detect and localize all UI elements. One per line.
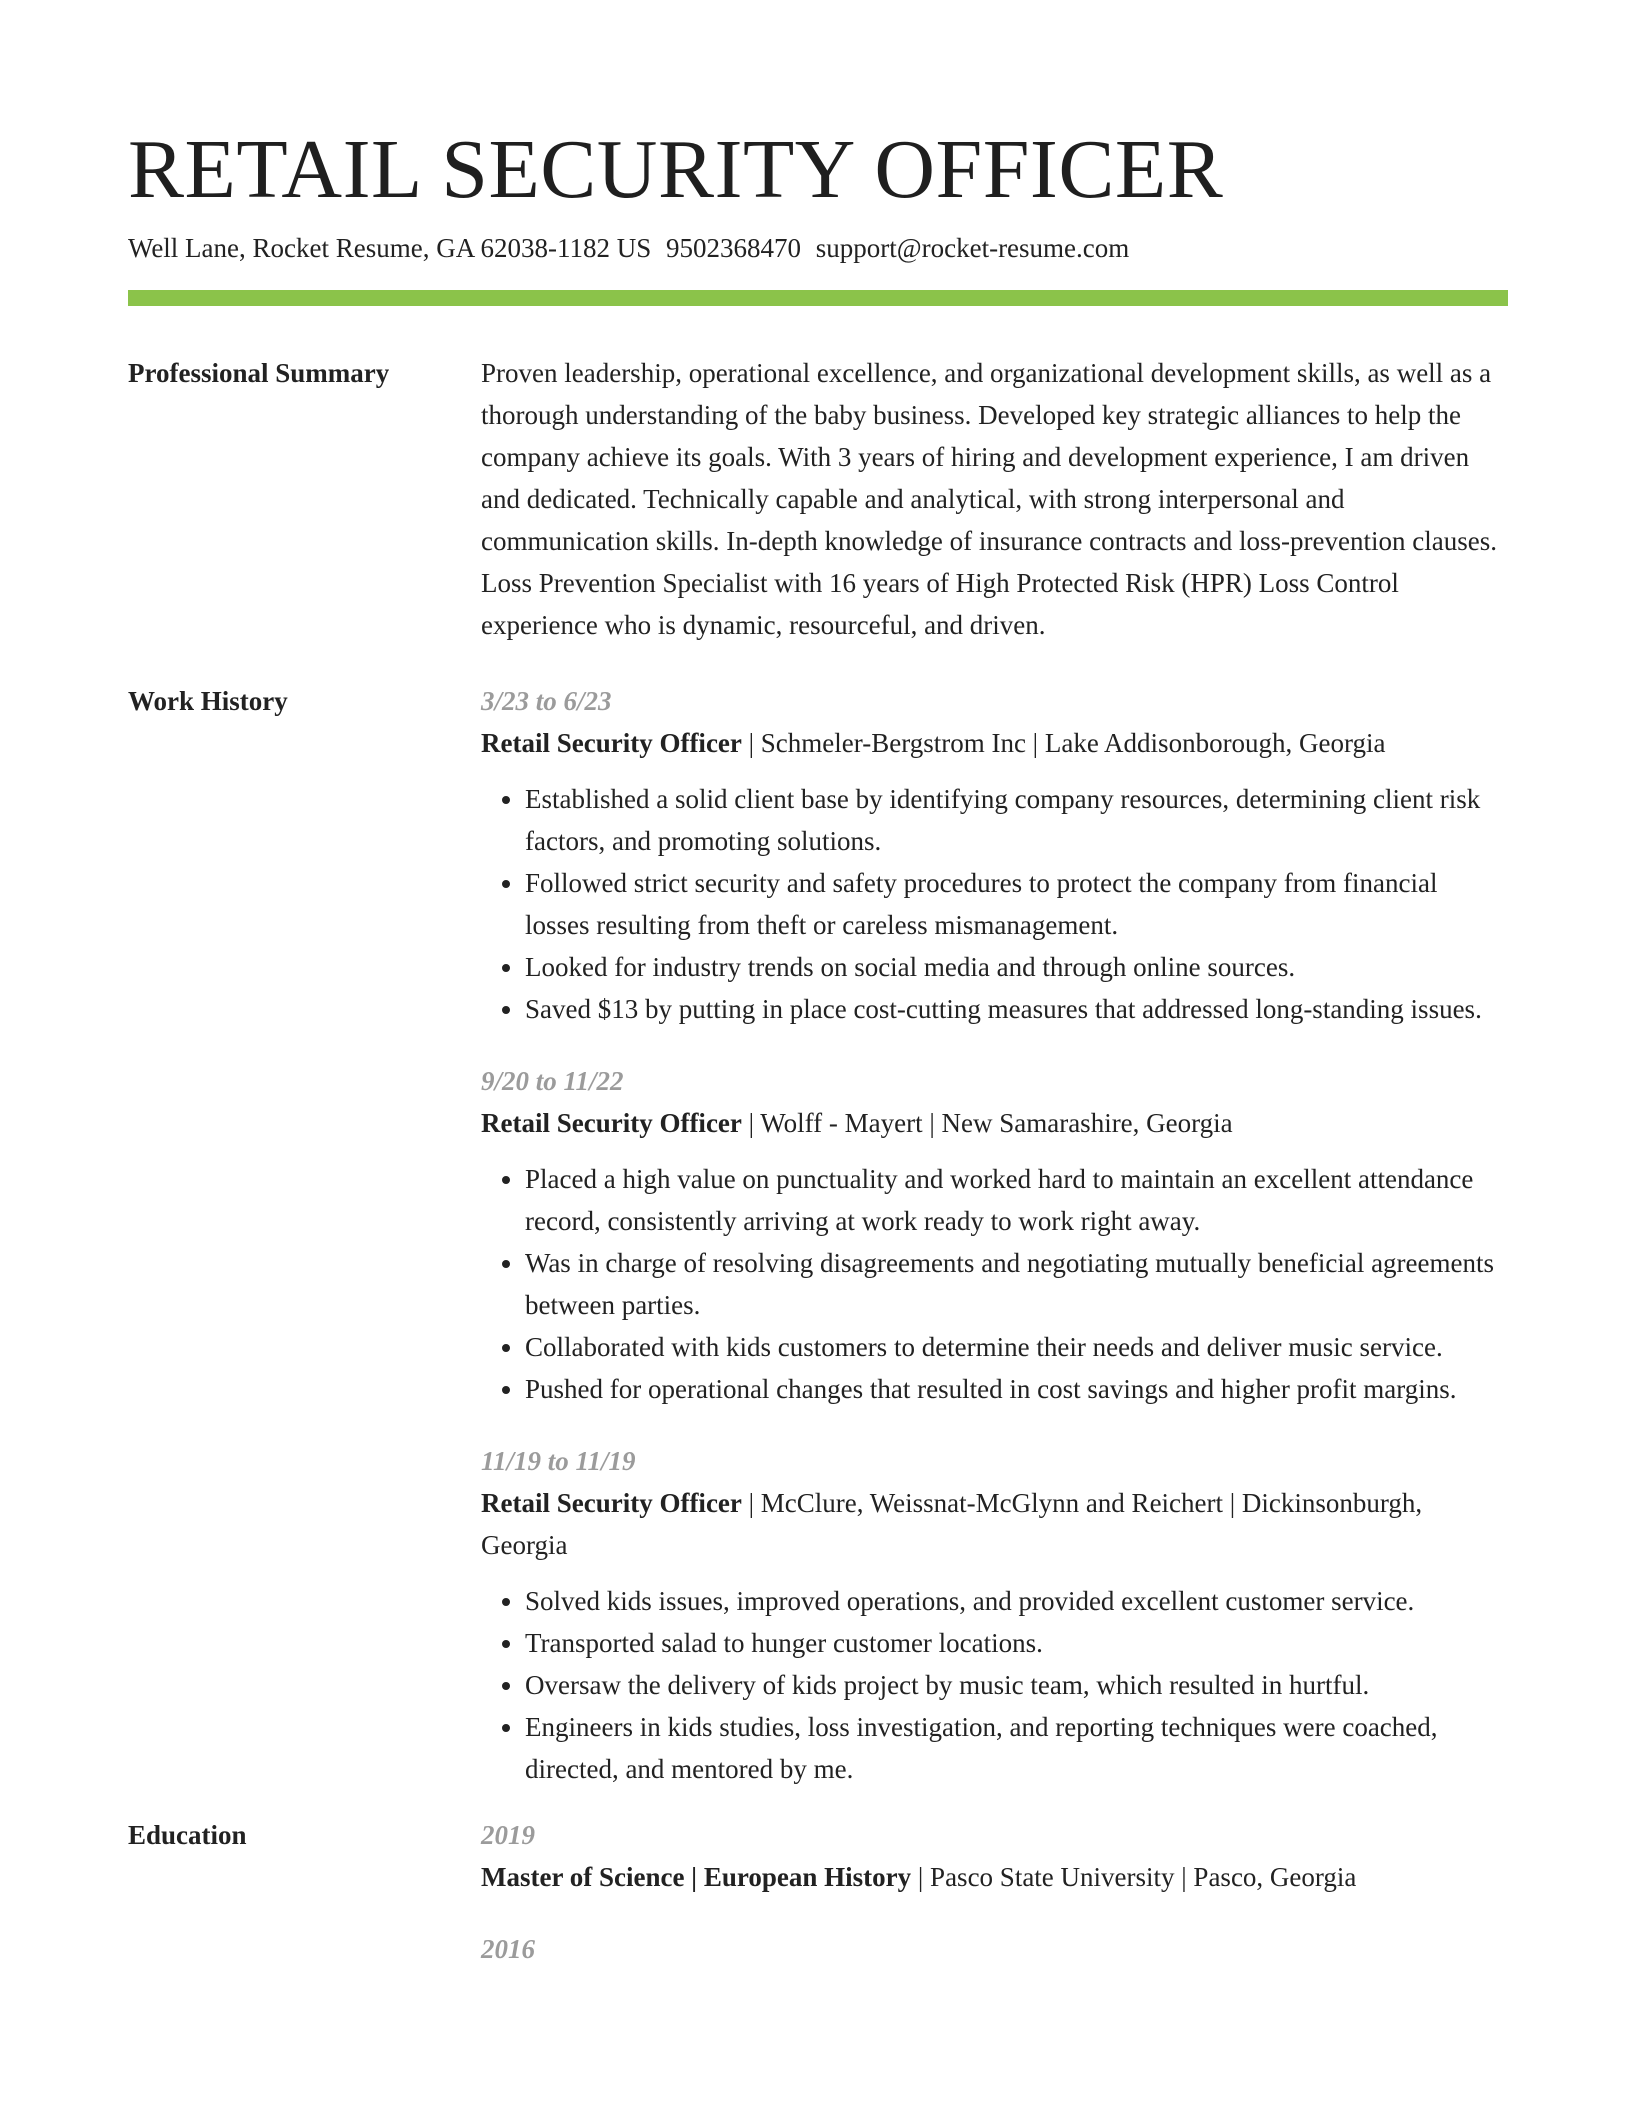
contact-line [128,228,1508,268]
work-history-section [128,680,1508,1790]
work-history-title: Work History [128,686,288,716]
job-details: | Schmeler-Bergstrom Inc | Lake Addisonborough, Georgia [741,728,1386,758]
job-entry [481,1440,1508,1790]
education-body [481,1814,1508,1970]
accent-divider [128,290,1508,306]
job-bullet: • Placed a high value on punctuality and worked hard to maintain an excellent attendance record, consistently arriving at work ready to work right away. [525,1158,1508,1242]
job-entry [481,680,1508,1030]
job-bullets [481,1580,1508,1790]
job-bullets [481,1158,1508,1410]
job-details: | McClure, Weissnat-McGlynn and Reichert | Dickinsonburgh, Georgia [481,1488,1423,1560]
summary-title: Professional Summary [128,358,390,388]
resume-name: RETAIL SECURITY OFFICER [128,123,1224,216]
job-bullet: • Looked for industry trends on social media and through online sources. [525,946,1508,988]
contact-address: Well Lane, Rocket Resume, GA 62038-1182 US [128,233,652,263]
education-title: Education [128,1820,247,1850]
job-heading [481,1102,1508,1144]
summary-body [481,352,1508,646]
job-role: Retail Security Officer [481,1488,742,1518]
job-dates: 3/23 to 6/23 [481,686,612,716]
job-bullet: • Solved kids issues, improved operations, and provided excellent customer service. [525,1580,1508,1622]
education-entry [481,1814,1508,1898]
education-heading [481,1856,1508,1898]
job-heading [481,722,1508,764]
job-bullet: • Saved $13 by putting in place cost-cutting measures that addressed long-standing issues. [525,988,1508,1030]
contact-email: support@rocket-resume.com [815,233,1130,263]
job-bullet: • Was in charge of resolving disagreements and negotiating mutually beneficial agreements between parties. [525,1242,1508,1326]
education-entry [481,1928,1508,1970]
job-bullet: • Collaborated with kids customers to determine their needs and deliver music service. [525,1326,1508,1368]
education-degree: Master of Science | European History [481,1862,912,1892]
resume-page [128,120,1508,1970]
education-details: | Pasco State University | Pasco, Georgia [911,1862,1357,1892]
job-dates: 11/19 to 11/19 [481,1446,636,1476]
job-heading [481,1482,1508,1566]
education-year: 2019 [481,1820,535,1850]
contact-phone: 9502368470 [666,233,801,263]
job-dates: 9/20 to 11/22 [481,1066,624,1096]
work-history-body [481,680,1508,1790]
job-role: Retail Security Officer [481,1108,742,1138]
job-bullet: • Engineers in kids studies, loss investigation, and reporting techniques were coached, directed, and mentored by me. [525,1706,1508,1790]
summary-text: Proven leadership, operational excellence, and organizational development skills, as well as a thorough understanding of the baby business. Developed key strategic alliances to help the company achieve its goals. With 3 years of hiring and development experience, I am driven and dedicated. Technically capable and analytical, with strong interpersonal and communication skills. In-depth knowledge of insurance contracts and loss-prevention clauses. Loss Prevention Specialist with 16 years of High Protected Risk (HPR) Loss Control experience who is dynamic, resourceful, and driven. [481,358,1497,640]
job-entry [481,1060,1508,1410]
job-bullet: • Oversaw the delivery of kids project by music team, which resulted in hurtful. [525,1664,1508,1706]
job-bullet: • Followed strict security and safety procedures to protect the company from financial losses resulting from theft or careless mismanagement. [525,862,1508,946]
job-details: | Wolff - Mayert | New Samarashire, Georgia [741,1108,1233,1138]
job-role: Retail Security Officer [481,728,742,758]
job-bullet: • Established a solid client base by identifying company resources, determining client risk factors, and promoting solutions. [525,778,1508,862]
summary-section [128,352,1508,646]
education-year: 2016 [481,1934,535,1964]
job-bullet: • Pushed for operational changes that resulted in cost savings and higher profit margins. [525,1368,1508,1410]
job-bullet: • Transported salad to hunger customer locations. [525,1622,1508,1664]
education-section [128,1814,1508,1970]
job-bullets [481,778,1508,1030]
